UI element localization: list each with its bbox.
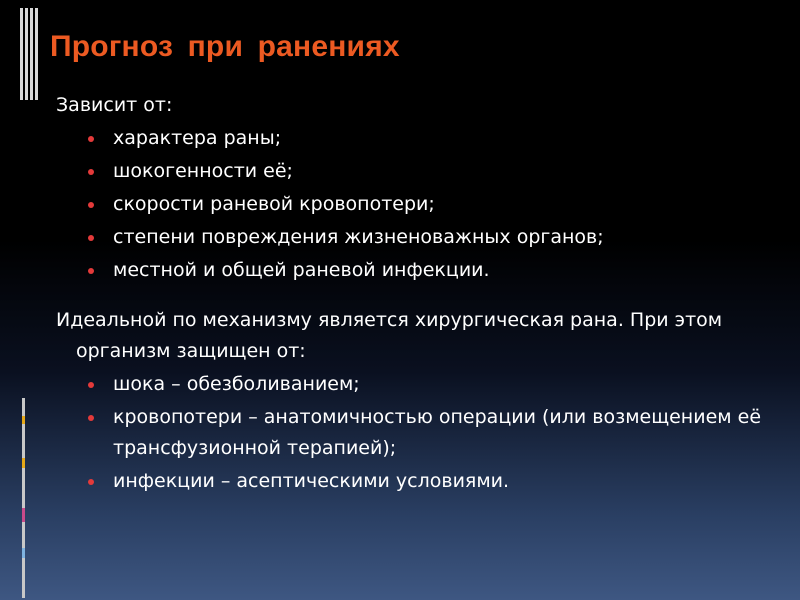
- list-item: местной и общей раневой инфекции.: [86, 255, 766, 286]
- list-item: шока – обезболиванием;: [86, 369, 766, 400]
- bullet-icon: [88, 136, 94, 142]
- list-item: характера раны;: [86, 123, 766, 154]
- bullet-icon: [88, 479, 94, 485]
- section-intro-surgical-wound: Идеальной по механизму является хирургическая рана. При этом организм защищен от:: [56, 309, 723, 362]
- bullet-icon: [88, 169, 94, 175]
- slide-title: Прогноз при ранениях: [50, 30, 400, 63]
- protection-list: [56, 369, 766, 497]
- section-intro-depends: Зависит от:: [56, 94, 173, 116]
- list-item: шокогенности её;: [86, 156, 766, 187]
- decorative-stripes-bottom: [20, 398, 32, 600]
- factor-list: [56, 123, 766, 286]
- decorative-stripes-top: [20, 8, 40, 100]
- bullet-icon: [88, 382, 94, 388]
- list-item: степени повреждения жизненоважных органов;: [86, 222, 766, 253]
- slide-content: [56, 90, 766, 499]
- list-item: инфекции – асептическими условиями.: [86, 466, 766, 497]
- list-item: кровопотери – анатомичностью операции (или возмещением её трансфузионной терапией);: [86, 402, 766, 464]
- bullet-icon: [88, 235, 94, 241]
- bullet-icon: [88, 415, 94, 421]
- list-item: скорости раневой кровопотери;: [86, 189, 766, 220]
- bullet-icon: [88, 268, 94, 274]
- bullet-icon: [88, 202, 94, 208]
